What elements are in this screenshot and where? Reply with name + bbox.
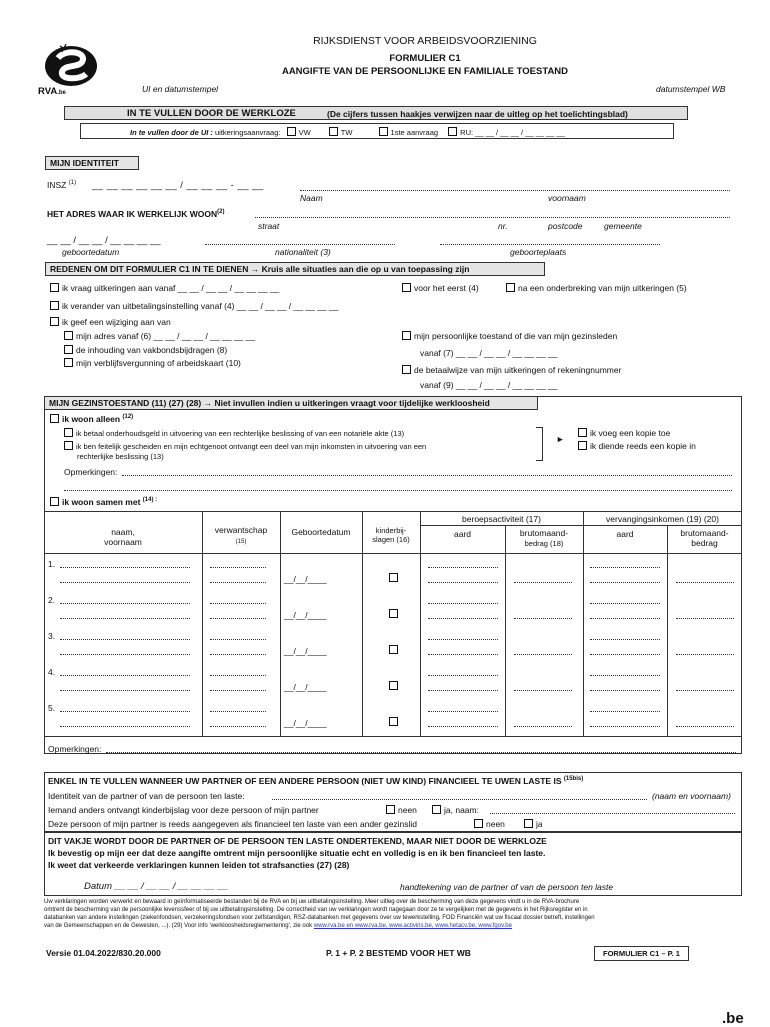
geboortedatum-label: geboortedatum (62, 247, 120, 257)
partner-declared: Deze persoon of mijn partner is reeds aangegeven als financieel ten laste van een ander gezinslid (48, 819, 418, 829)
bracket (536, 427, 543, 461)
declared-yes[interactable]: ja (524, 819, 543, 829)
form-title: AANGIFTE VAN DE PERSOONLIJKE EN FAMILIALE TOESTAND (281, 66, 569, 77)
partner-title: ENKEL IN TE VULLEN WANNEER UW PARTNER OF EEN ANDERE PERSOON (NIET UW KIND) FINANCIEEL TE UWEN LASTE IS $^{(15bis)}$ (48, 776, 584, 786)
nr-label: nr. (498, 221, 508, 231)
partner-child-benefit: Iemand anders ontvangt kinderbijslag voor deze persoon of mijn partner (48, 805, 319, 815)
remarks-field[interactable] (122, 475, 732, 476)
geboorteplaats-label: geboorteplaats (510, 247, 567, 257)
footer-links[interactable]: www.rva.be en www.rva.be, www.activiris.be, www.hetacv.be, www.fgov.be (313, 923, 512, 929)
reason-payment-date[interactable]: vanaf (9) __ __ / __ __ / __ __ __ __ (420, 380, 558, 390)
col-bruto2-header: brutomaand- bedrag (680, 528, 729, 548)
remarks2-field[interactable] (106, 752, 736, 753)
table-row: 1. __/__/____ (44, 556, 742, 592)
footer-text-1: Uw verklaringen worden verwerkt en bewaard in geïnformatiseerde bestanden bij de RVA en bij uw uitbetalingsinstelling. Meer uitleg over de bescherming van deze gegevens vindt u in de RVA-brochure (44, 899, 580, 905)
lives-together[interactable]: ik woon samen met $^{(14) :}$ (50, 497, 157, 507)
partner-name-hint: (naam en voornaam) (652, 791, 731, 801)
reason-permit[interactable]: mijn verblijfsvergunning of arbeidskaart (10) (64, 358, 241, 368)
col-work-header: beroepsactiviteit (17) (462, 514, 541, 524)
remarks-label: Opmerkingen: (64, 467, 118, 477)
col-relation-header: verwantschap (15) (214, 525, 268, 545)
org-name: RIJKSDIENST VOOR ARBEIDSVOORZIENING (313, 35, 537, 47)
fill-note: (De cijfers tussen haakjes verwijzen naar de uitleg op het toelichtingsblad) (327, 109, 628, 119)
arrow-icon: ► (556, 434, 565, 444)
voornaam-label: voornaam (548, 193, 586, 203)
col-child-header: kinderbij- slagen (16) (372, 526, 410, 544)
reason-payment[interactable]: de betaalwijze van mijn uitkeringen of rekeningnummer (402, 365, 621, 375)
footer-text-3: databanken van andere instellingen (ziekenfondsen, verzekeringsfondsen voor zelfstandigen, RSZ-databanken met gegevens over uw tewerkstelling, FOD Financiën wat uw fiscaal dossier betreft, instellingen (44, 915, 595, 921)
straat-label: straat (258, 221, 280, 231)
partner-identity-field[interactable] (272, 799, 647, 800)
identity-section-title: MIJN IDENTITEIT (45, 156, 139, 170)
col-repl-header: vervangingsinkomen (19) (20) (606, 514, 719, 524)
table-row: 5. __/__/____ (44, 700, 742, 736)
naam-label: Naam (300, 193, 323, 203)
ru-checkbox[interactable] (448, 127, 457, 136)
sign-title: DIT VAKJE WORDT DOOR DE PARTNER OF DE PERSOON TEN LASTE ONDERTEKEND, MAAR NIET DOOR DE WERKLOZE (48, 836, 547, 846)
reason-first-time[interactable]: voor het eerst (4) (402, 283, 479, 293)
sign-honour: Ik bevestig op mijn eer dat deze aangifte omtrent mijn persoonlijke situatie echt en volledig is en ik ben financieel ten laste. (48, 848, 546, 858)
separated-option-cont: rechterlijke beslissing (13) (77, 452, 164, 461)
col-birth-header: Geboortedatum (291, 527, 351, 537)
version-label: Versie 01.04.2022/830.20.000 (46, 948, 161, 958)
first-request-checkbox[interactable] (379, 127, 388, 136)
reason-change[interactable]: ik geef een wijziging aan van (50, 317, 171, 327)
partner-identity-label: Identiteit van de partner of van de persoon ten laste: (48, 791, 245, 801)
lives-alone[interactable]: ik woon alleen $^{(12)}$ (50, 414, 133, 424)
insz-label: INSZ $^{(1)}$ (47, 180, 77, 190)
reasons-section-title: REDENEN OM DIT FORMULIER C1 IN TE DIENEN → Kruis alle situaties aan die op u van toepassing zijn (45, 262, 545, 276)
remarks2-label: Opmerkingen: (48, 744, 102, 754)
reason-personal-date[interactable]: vanaf (7) __ __ / __ __ / __ __ __ __ (420, 348, 558, 358)
stamp-ui-label: UI en datumstempel (142, 84, 219, 94)
copy-already[interactable]: ik diende reeds een kopie in (578, 441, 696, 451)
copy-attached[interactable]: ik voeg een kopie toe (578, 428, 670, 438)
pages-label: P. 1 + P. 2 BESTEMD VOOR HET WB (326, 948, 471, 958)
child-benefit-yes[interactable]: ja, naam: (432, 805, 479, 815)
footer-text-4: van de Gemeenschappen en de Gewesten, ...). (29) Voor info 'werkloosheidsreglementering', zie ook www.rva.be en www.rva.be, www.activiris.be, www.hetacv.be, www.fgov.be (44, 923, 512, 929)
table-row: 4. __/__/____ (44, 664, 742, 700)
table-row: 2. __/__/____ (44, 592, 742, 628)
child-benefit-name-field[interactable] (490, 813, 735, 814)
child-benefit-no[interactable]: neen (386, 805, 417, 815)
col-aard2-header: aard (616, 529, 634, 539)
ui-row: In te vullen door de UI : uitkeringsaanvraag: VW TW 1ste aanvraag RU: __ __ / __ __ / __ __ __ __ (130, 128, 565, 137)
col-name-header: naam, voornaam (104, 527, 142, 547)
table-row: 3. __/__/____ (44, 628, 742, 664)
stamp-wb-label: datumstempel WB (656, 84, 726, 94)
alimony-option[interactable]: ik betaal onderhoudsgeld in uitvoering van een rechterlijke beslissing of van een notariële akte (13) (64, 428, 404, 438)
col-aard-header: aard (453, 529, 471, 539)
sign-warning: Ik weet dat verkeerde verklaringen kunnen leiden tot strafsancties (27) (28) (48, 860, 350, 870)
reason-after-break[interactable]: na een onderbreking van mijn uitkeringen (5) (506, 283, 687, 293)
birthdate-field[interactable]: __ __ / __ __ / __ __ __ __ (47, 235, 161, 246)
address-field[interactable] (255, 217, 730, 218)
vw-checkbox[interactable] (287, 127, 296, 136)
tw-checkbox[interactable] (329, 127, 338, 136)
declared-no[interactable]: neen (474, 819, 505, 829)
birthplace-field[interactable] (440, 244, 660, 245)
be-logo: .be (722, 1010, 744, 1027)
name-field[interactable] (300, 190, 730, 191)
household-section-title: MIJN GEZINSTOESTAND (11) (27) (28) → Niet invullen indien u uitkeringen vraagt voor tijdelijke werkloosheid (44, 396, 538, 410)
reason-union-fee[interactable]: de inhouding van vakbondsbijdragen (8) (64, 345, 227, 355)
reason-first-request[interactable]: ik vraag uitkeringen aan vanaf __ __ / __ __ / __ __ __ __ (50, 283, 279, 293)
footer-text-2: omtrent de bescherming van de persoonlijke levenssfeer of bij uw uitbetalingsinstelling. De correctheid van uw verklaringen wordt nagegaan door ze te vergelijken met de gegevens in het Rijksregister en in (44, 907, 588, 913)
form-name: FORMULIER C1 (389, 53, 461, 64)
address-label: HET ADRES WAAR IK WERKELIJK WOON$^{(2)}$ (47, 209, 225, 219)
remarks-field-2[interactable] (64, 490, 732, 491)
separated-option[interactable]: ik ben feitelijk gescheiden en mijn echtgenoot ontvangt een deel van mijn inkomsten in uitvoering van een (64, 441, 426, 451)
sign-date-field[interactable]: Datum __ __ / __ __ / __ __ __ __ (84, 881, 229, 892)
reason-address[interactable]: mijn adres vanaf (6) __ __ / __ __ / __ __ __ __ (64, 331, 255, 341)
sign-signature-label: handtekening van de partner of van de persoon ten laste (400, 882, 614, 892)
col-bruto-header: brutomaand- bedrag (18) (519, 528, 569, 548)
nationality-field[interactable] (205, 244, 395, 245)
postcode-label: postcode (548, 221, 583, 231)
insz-field[interactable]: __ __ __ __ __ __ / __ __ __ - __ __ (92, 180, 264, 191)
fill-header-bar (64, 106, 688, 120)
form-ref-label: FORMULIER C1 – P. 1 (594, 946, 689, 961)
reason-change-institution[interactable]: ik verander van uitbetalingsinstelling vanaf (4) __ __ / __ __ / __ __ __ __ (50, 301, 338, 311)
nationaliteit-label: nationaliteit (3) (275, 247, 331, 257)
fill-title: IN TE VULLEN DOOR DE WERKLOZE (127, 108, 296, 119)
reason-personal-situation[interactable]: mijn persoonlijke toestand of die van mijn gezinsleden (402, 331, 617, 341)
logo-text: RVA.be (38, 86, 66, 97)
gemeente-label: gemeente (604, 221, 642, 231)
